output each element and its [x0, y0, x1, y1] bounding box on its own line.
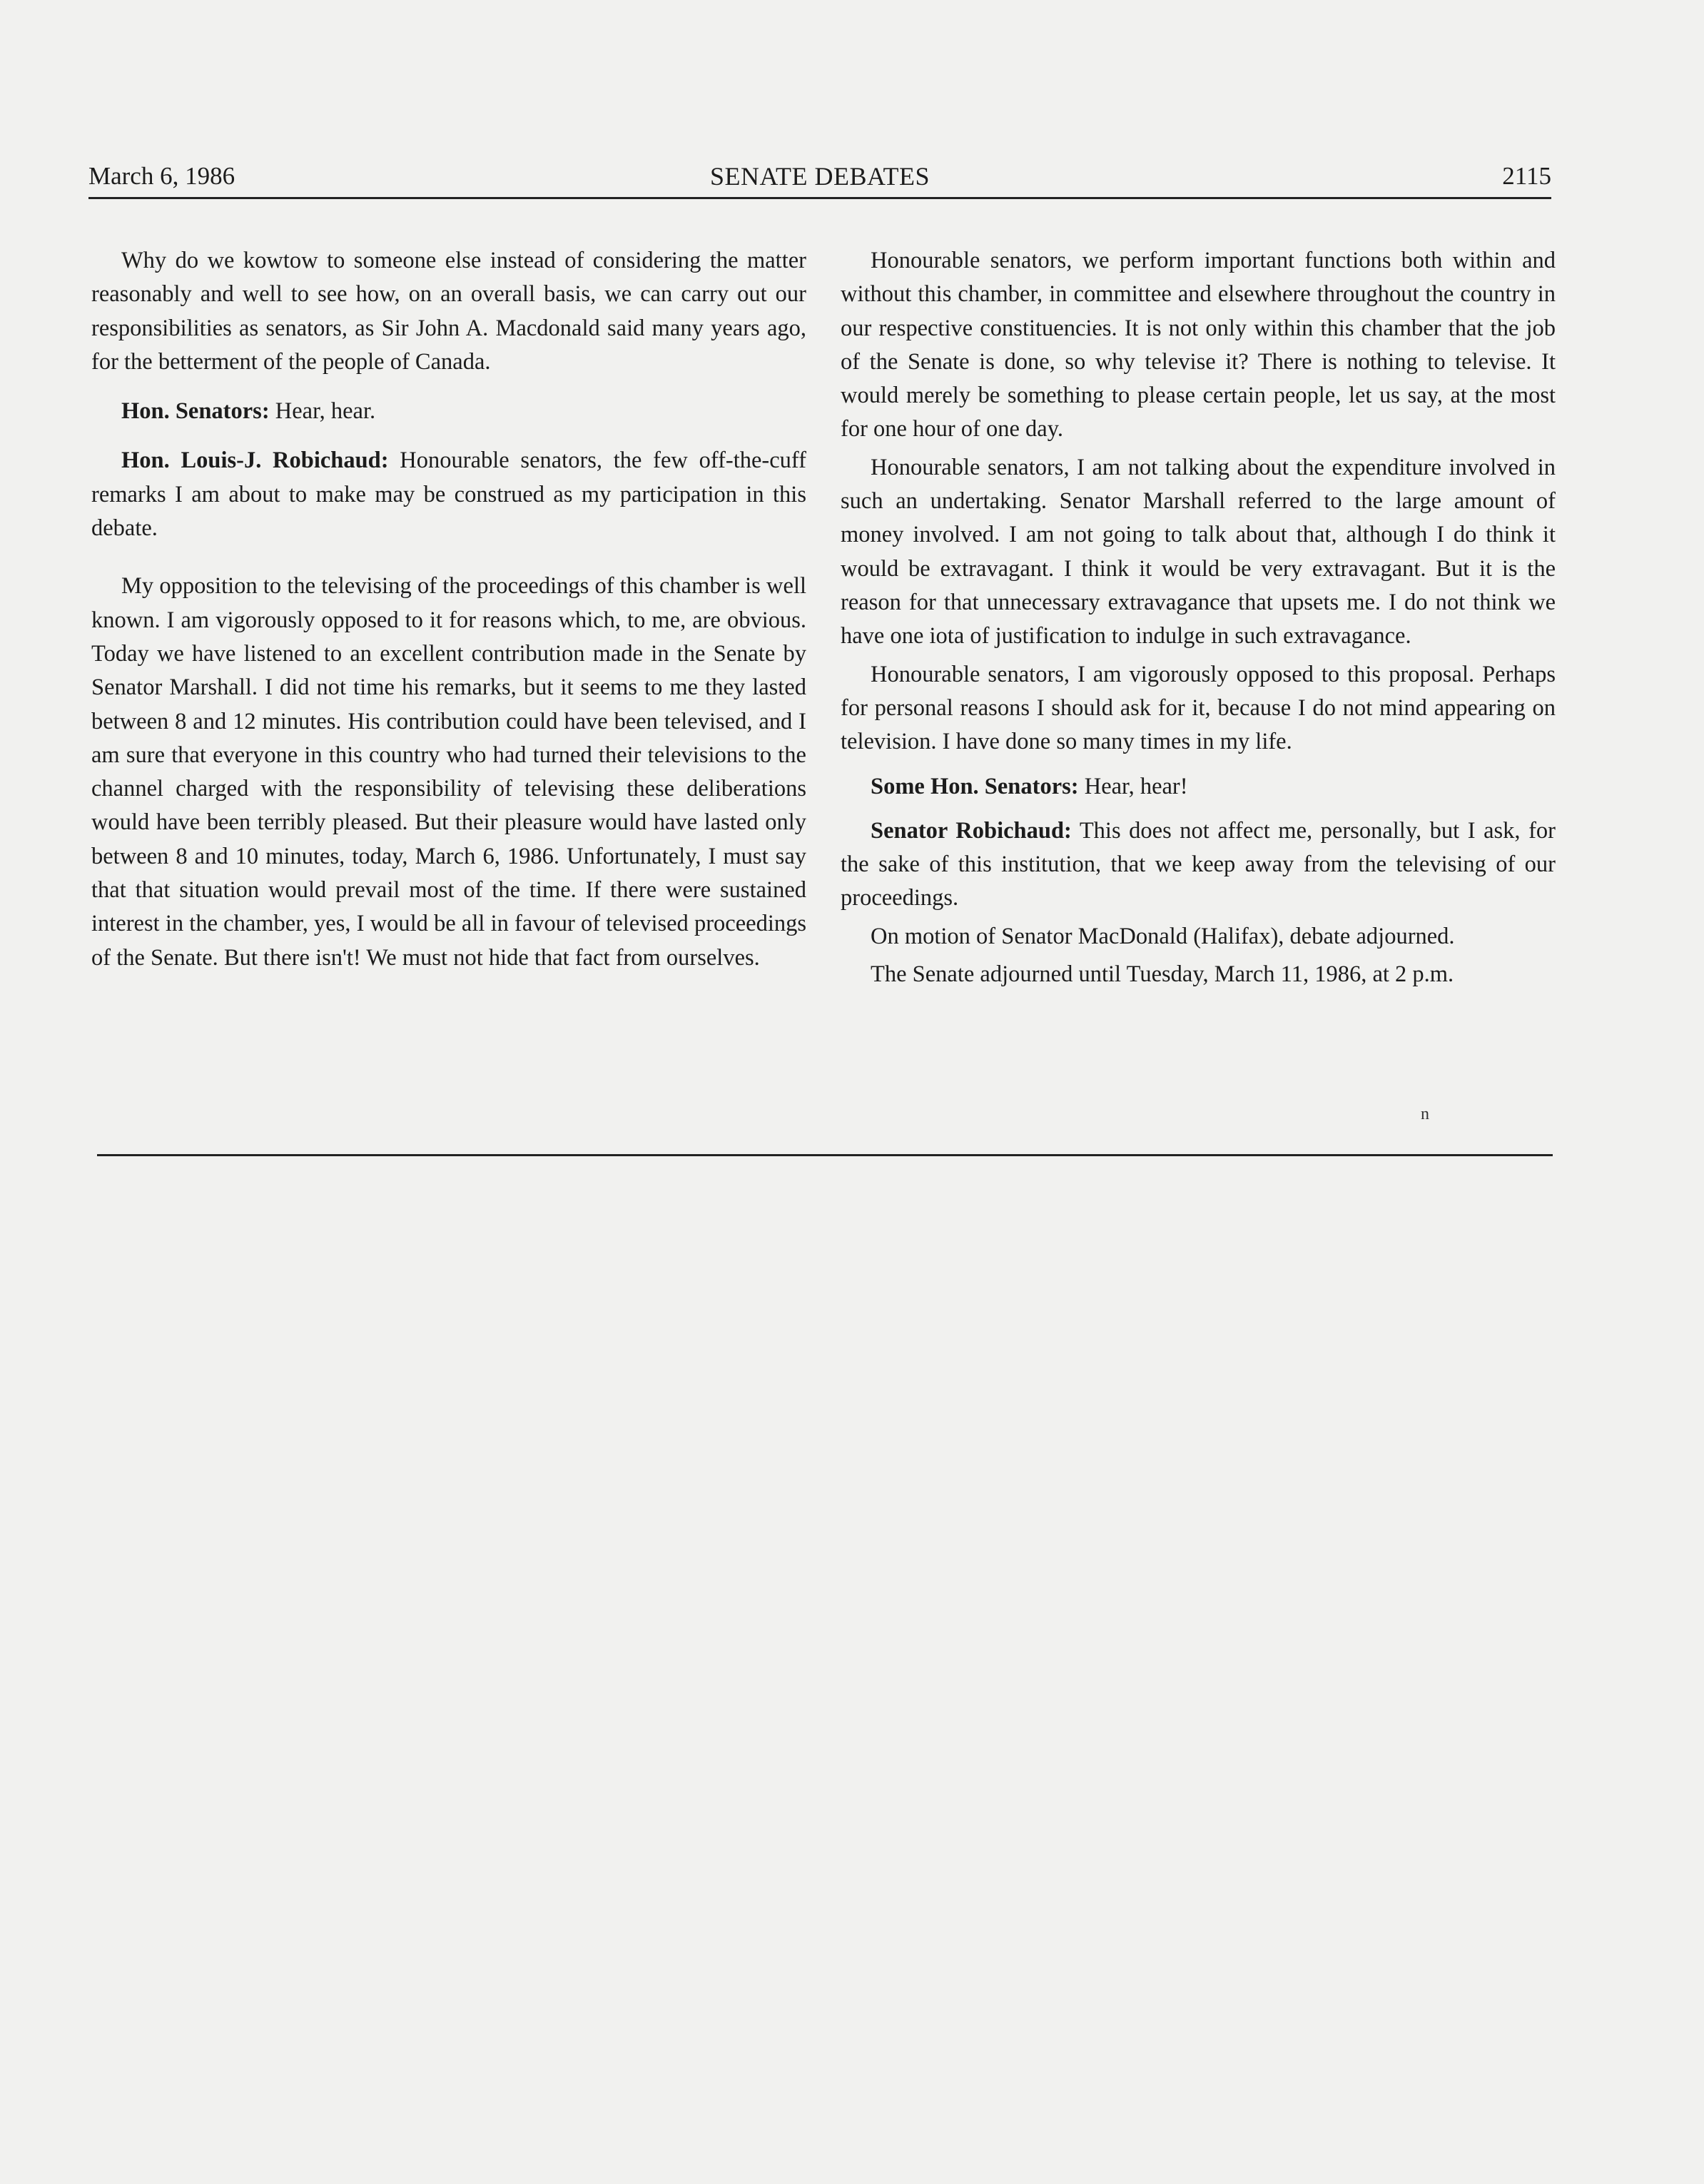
- paragraph: [841, 244, 1556, 447]
- speaker-name: Hon. Louis-J. Robichaud:: [121, 448, 389, 474]
- left-column: [91, 244, 806, 991]
- paragraph: [841, 814, 1556, 916]
- paragraph-text: On motion of Senator MacDonald (Halifax), debate adjourned.: [871, 923, 1455, 949]
- speaker-name: Senator Robichaud:: [871, 817, 1072, 844]
- paragraph-text: My opposition to the televising of the proceedings of this chamber is well known. I am vigorously opposed to it for reasons which, to me, are obvious. Today we have listened to an excellent contribution made in the Senate by Senator Marshall. I did not time his remarks, but it seems to me they lasted between 8 and 12 minutes. His contribution could have been televised, and I am sure that everyone in this country who had turned their televisions to the channel charged with the responsibility of televising these deliberations would have been terribly pleased. But their pleasure would have lasted only between 8 and 10 minutes, today, March 6, 1986. Unfortunately, I must say that that situation would prevail most of the time. If there were sustained interest in the chamber, yes, I would be all in favour of televised proceedings of the Senate. But there isn't! We must not hide that fact from ourselves.: [91, 573, 806, 971]
- paragraph: [841, 958, 1556, 991]
- paragraph: [841, 451, 1556, 654]
- paragraph-text: Honourable senators, we perform important functions both within and without this chamber, in committee and elsewhere throughout the country in our respective constituencies. It is not only within this chamber that the job of the Senate is done, so why televise it? There is nothing to televise. It would merely be something to please certain people, let us say, at the most for one hour of one day.: [841, 248, 1556, 443]
- paragraph: [91, 395, 806, 428]
- header-date: March 6, 1986: [88, 162, 235, 190]
- paragraph-text: Why do we kowtow to someone else instead of considering the matter reasonably and well to see how, on an overall basis, we can carry out our responsibilities as senators, as Sir John A. Macdonald said many years ago, for the betterment of the people of Canada.: [91, 248, 806, 375]
- paragraph: [841, 658, 1556, 759]
- paragraph-text: Hear, hear!: [1078, 774, 1188, 800]
- section-end-rule: [97, 1154, 1553, 1156]
- paragraph: [91, 244, 806, 379]
- paragraph-text: Honourable senators, I am vigorously opposed to this proposal. Perhaps for personal reasons I should ask for it, because I do not mind appearing on television. I have done so many times in my life.: [841, 661, 1556, 755]
- paragraph-text: Honourable senators, the few off-the-cuff remarks I am about to make may be construed as my participation in this debate.: [91, 448, 806, 542]
- paragraph-text: This does not affect me, personally, but I ask, for the sake of this institution, that we keep away from the televising of our proceedings.: [841, 817, 1556, 911]
- speaker-name: Some Hon. Senators:: [871, 774, 1079, 800]
- paragraph: [841, 770, 1556, 804]
- paragraph-text: Hear, hear.: [269, 398, 376, 425]
- paragraph: [841, 920, 1556, 954]
- header-title: SENATE DEBATES: [709, 162, 930, 191]
- paragraph: [91, 570, 806, 975]
- paragraph-text: The Senate adjourned until Tuesday, March 11, 1986, at 2 p.m.: [871, 961, 1454, 987]
- header-rule: [88, 197, 1551, 199]
- paragraph-text: Honourable senators, I am not talking about the expenditure involved in such an undertaking. Senator Marshall referred to the large amount of money involved. I am not going to talk about that, although I do think it would be extravagant. I think it would be very extravagant. But it is the reason for that unnecessary extravagance that upsets me. I do not think we have one iota of justification to indulge in such extravagance.: [841, 454, 1556, 649]
- right-column: [841, 244, 1556, 1007]
- end-mark: n: [1421, 1105, 1429, 1123]
- paragraph: [91, 444, 806, 545]
- speaker-name: Hon. Senators:: [121, 398, 270, 425]
- header-page-number: 2115: [1502, 162, 1551, 190]
- page-header: [88, 158, 1551, 198]
